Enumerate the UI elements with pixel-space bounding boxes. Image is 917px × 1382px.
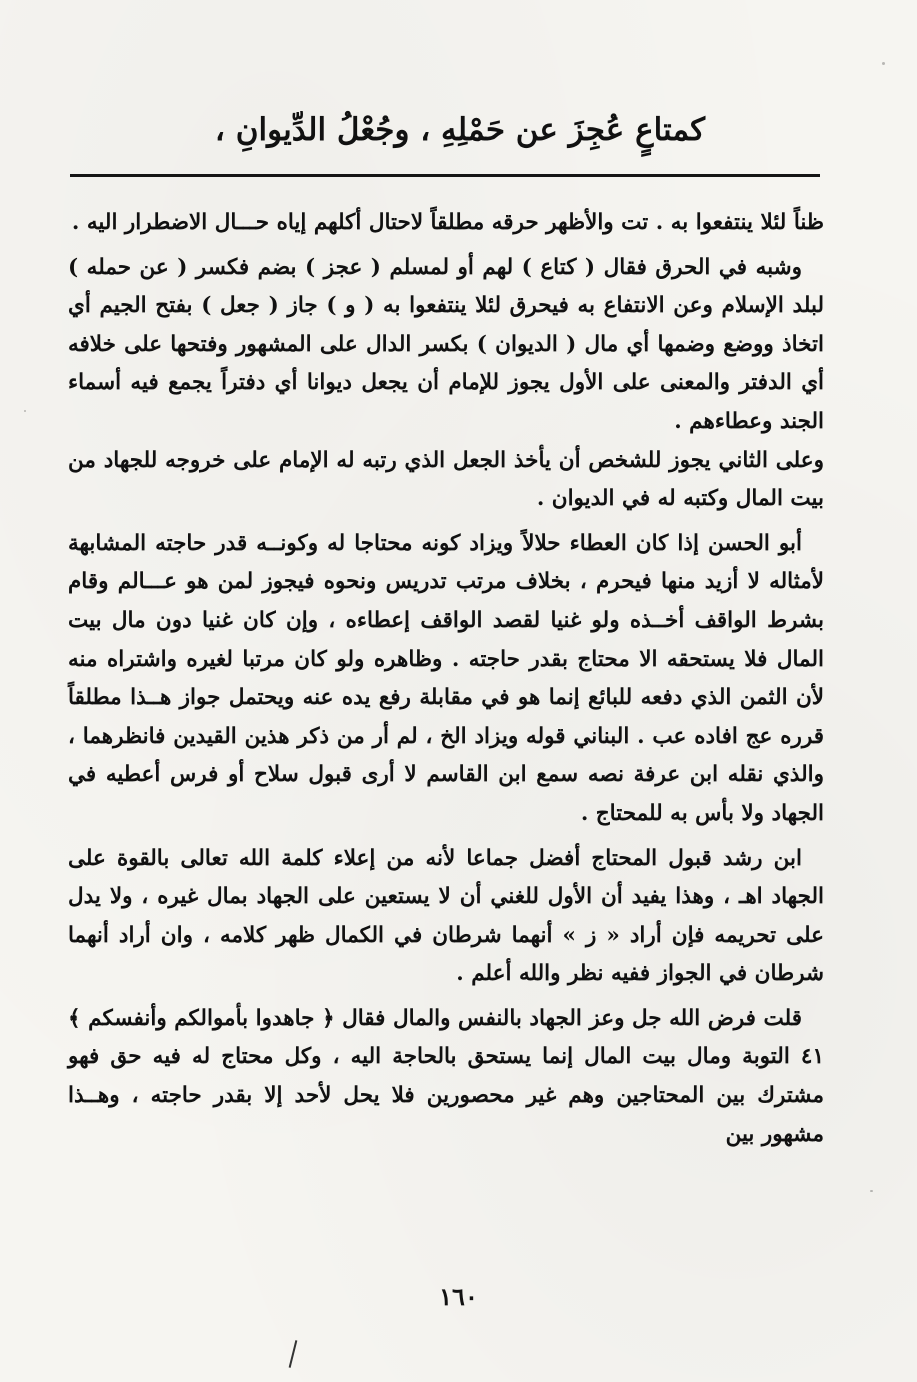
- running-head-title: كمتاعٍ عُجِزَ عن حَمْلِهِ ، وجُعْلُ الدِّيوانِ ،: [214, 112, 706, 148]
- stray-pen-mark: [289, 1340, 298, 1368]
- body-text: [68, 204, 824, 1154]
- page-number: ١٦٠: [439, 1282, 478, 1311]
- paper-speck: [24, 410, 26, 412]
- paragraph: وعلى الثاني يجوز للشخص أن يأخذ الجعل الذي رتبه له الإمام على خروجه للجهاد من بيت المال وكتبه له في الديوان .: [68, 447, 824, 512]
- paragraph: أبو الحسن إذا كان العطاء حلالاً ويزاد كونه محتاجا له وكونــه قدر حاجته المشابهة لأمثاله لا أزيد منها فيحرم ، بخلاف مرتب تدريس ونحوه فيجوز لمن هو عـــالم وقام بشرط الواقف أخــذه ولو غنيا لقصد الواقف إعطاءه ، وإن كان غنيا دون مال بيت المال فلا يستحقه الا محتاج بقدر حاجته . وظاهره ولو كان مرتبا لغيره واشتراه منه لأن الثمن الذي دفعه للبائع إنما هو في مقابلة رفع يده عنه ويحتمل جواز هــذا مطلقاً قرره عج افاده عب . البناني قوله ويزاد الخ ، لم أر من ذكر هذين القيدين فانظرهما ، والذي نقله ابن عرفة نصه سمع ابن القاسم لا أرى قبول سلاح أو فرس أعطيه في الجهاد ولا بأس به للمحتاج .: [68, 530, 824, 826]
- paragraph: قلت فرض الله جل وعز الجهاد بالنفس والمال فقال ﴿ جاهدوا بأموالكم وأنفسكم ﴾ ٤١ التوبة ومال بيت المال إنما يستحق بالحاجة اليه ، وكل محتاج له فيه حق فهو مشترك بين المحتاجين وهم غير محصورين فلا يحل لأحد إلا بقدر حاجته ، وهــذا مشهور بين: [68, 1005, 824, 1147]
- paragraph: وشبه في الحرق فقال ( كتاع ) لهم أو لمسلم ( عجز ) بضم فكسر ( عن حمله ) لبلد الإسلام وعن الانتفاع به فيحرق لئلا ينتفعوا به ( و ) جاز ( جعل ) بفتح الجيم أي اتخاذ ووضع وضمها أي مال ( الديوان ) بكسر الدال على المشهور وفتحها على خلافه أي الدفتر والمعنى على الأول يجوز للإمام أن يجعل ديوانا أي دفتراً يجمع فيه أسماء الجند وعطاءهم .: [68, 254, 824, 434]
- paragraph: ظناً لئلا ينتفعوا به . تت والأظهر حرقه مطلقاً لاحتال أكلهم إياه حـــال الاضطرار اليه .: [71, 210, 824, 235]
- paragraph: ابن رشد قبول المحتاج أفضل جماعا لأنه من إعلاء كلمة الله تعالى بالقوة على الجهاد اهـ ، وهذا يفيد أن الأول للغني أن لا يستعين على الجهاد بمال غيره ، ولا يدل على تحريمه فإن أراد « ز » أنهما شرطان في الكمال ظهر كلامه ، وان أراد أنهما شرطان في الجواز ففيه نظر والله أعلم .: [68, 845, 824, 987]
- paper-speck: [882, 62, 885, 65]
- paper-speck: [870, 1190, 873, 1192]
- header-rule: [70, 174, 820, 177]
